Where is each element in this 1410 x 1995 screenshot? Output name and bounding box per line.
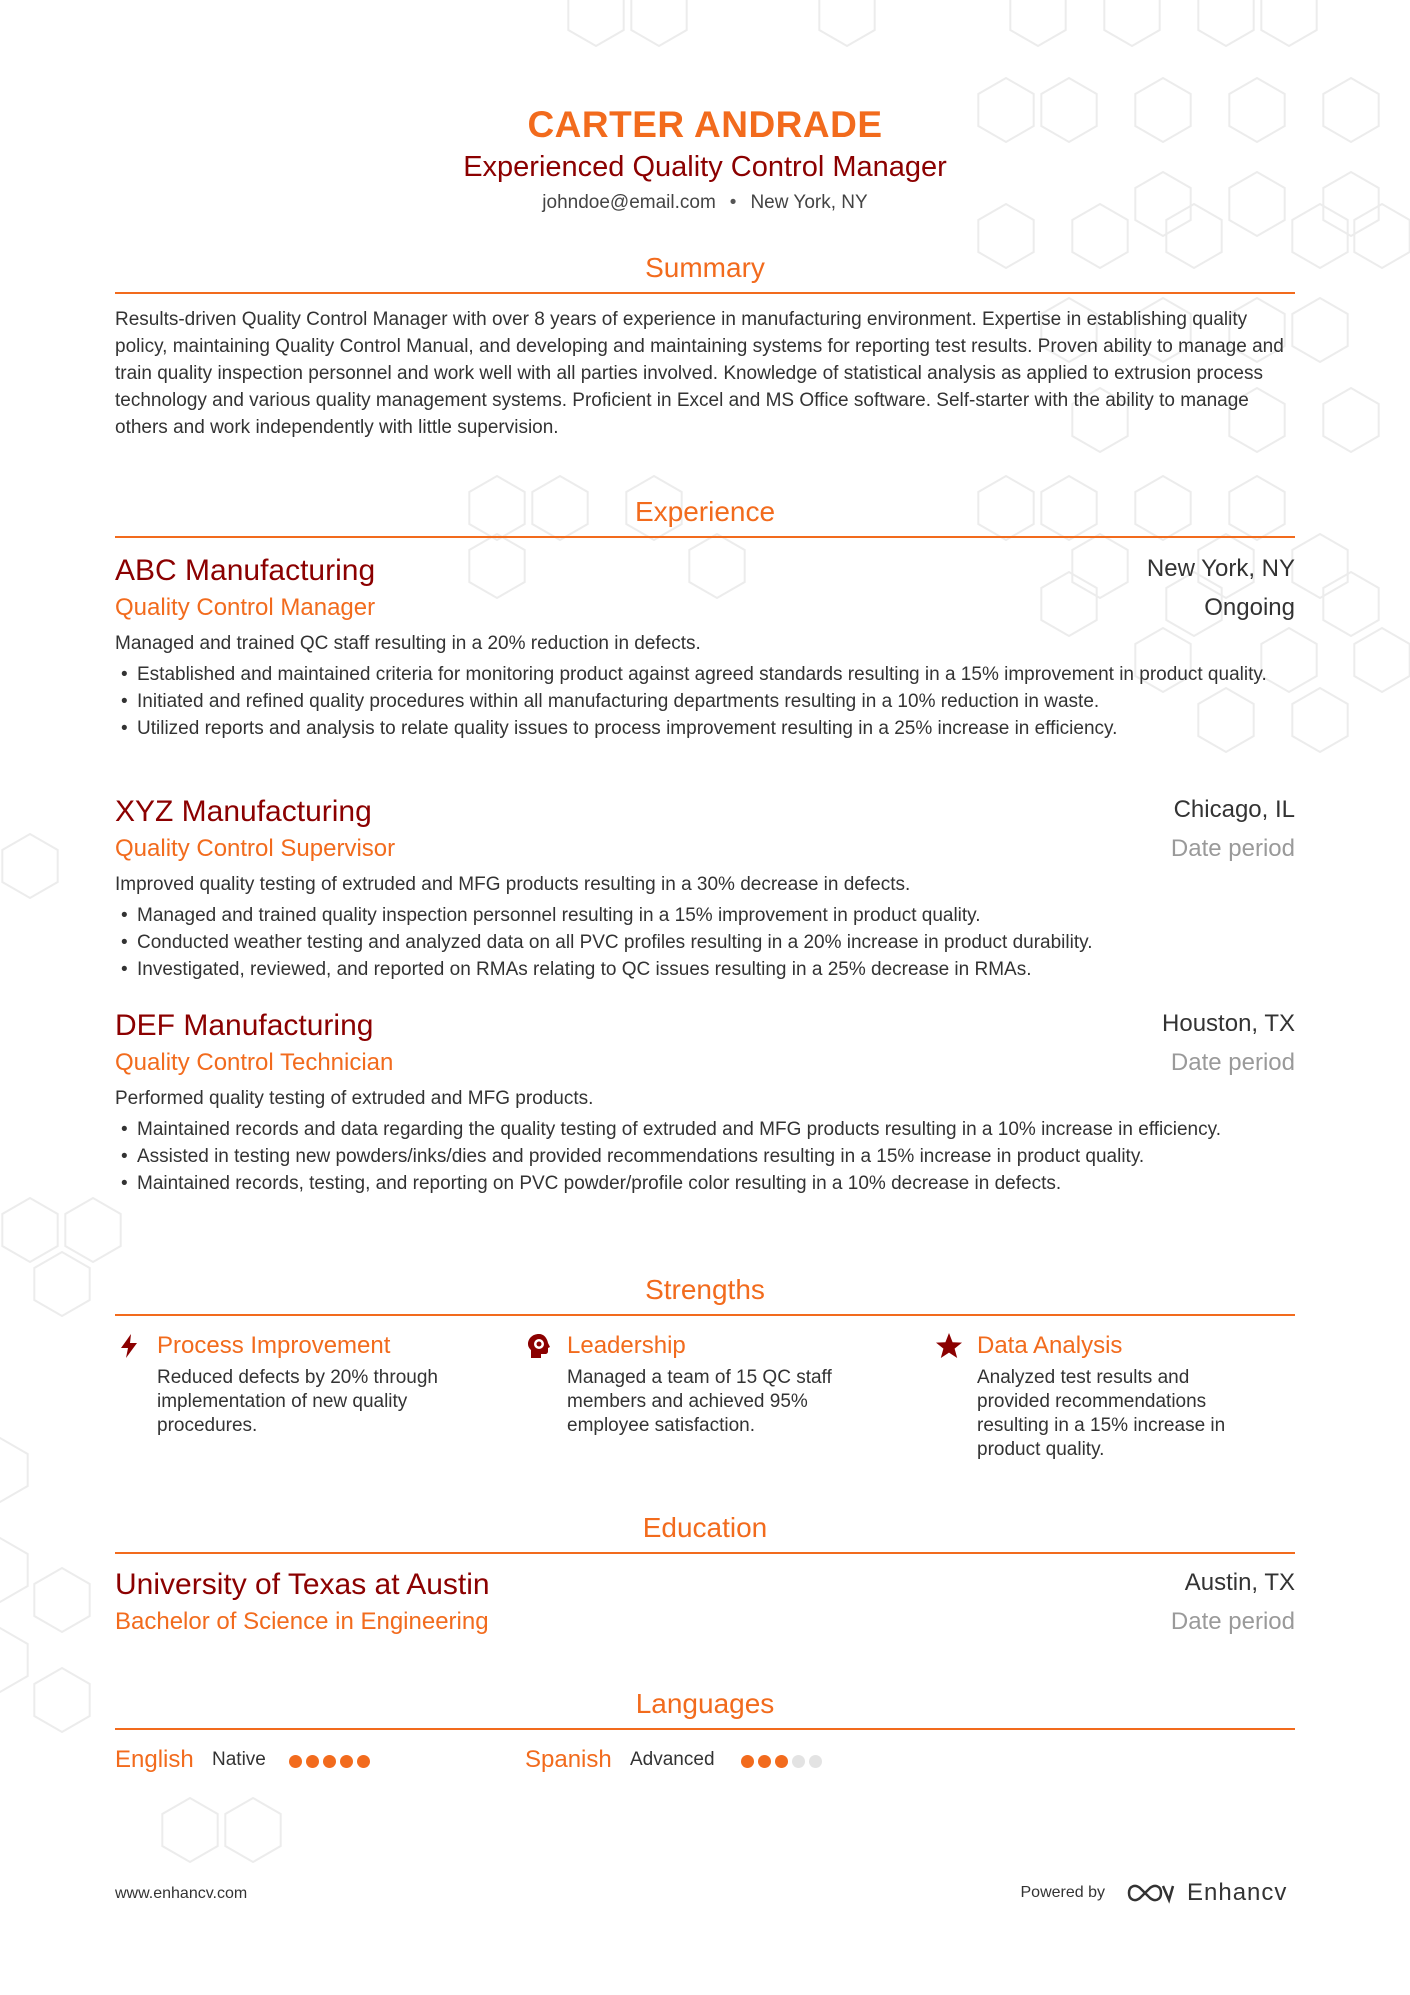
job-summary: Managed and trained QC staff resulting in a 20% reduction in defects. <box>115 633 701 654</box>
footer-branding <box>975 1878 1295 1908</box>
head-gear-icon <box>525 1332 553 1360</box>
separator-dot: • <box>729 192 737 213</box>
strength-title: Data Analysis <box>977 1332 1123 1359</box>
contact-line <box>115 191 1295 215</box>
lightning-bolt-icon <box>115 1332 143 1360</box>
enhancv-logo-icon <box>1125 1878 1175 1908</box>
candidate-title: Experienced Quality Control Manager <box>463 151 947 183</box>
strengths-grid <box>115 1330 1295 1480</box>
job-bullets <box>115 661 1295 742</box>
job-period: Date period <box>1170 1049 1295 1076</box>
job-bullet: • Assisted in testing new powders/inks/dies and provided recommendations resulting in a 15% increase in product quality. <box>115 1143 1295 1170</box>
strength-title: Process Improvement <box>157 1332 391 1359</box>
strength-desc: Analyzed test results and provided recommendations resulting in a 15% increase in product quality. <box>977 1367 1226 1460</box>
enhancv-brand-text: Enhancv <box>1187 1879 1288 1906</box>
job-bullet: • Utilized reports and analysis to relate quality issues to process improvement resulting in a 25% increase in efficiency. <box>115 715 1295 742</box>
summary-section <box>115 250 1295 441</box>
job-bullet: • Initiated and refined quality procedures within all manufacturing departments resulting in a 10% reduction in waste. <box>115 688 1295 715</box>
education-period: Date period <box>1170 1608 1295 1635</box>
strength-desc: Reduced defects by 20% through implementation of new quality procedures. <box>157 1367 438 1436</box>
summary-heading: Summary <box>645 252 765 283</box>
language-rating <box>289 1755 374 1769</box>
language-level: Advanced <box>630 1749 715 1770</box>
hexagon-shape <box>1292 298 1347 362</box>
education-section <box>115 1510 1295 1642</box>
hexagon-shape <box>65 1198 120 1262</box>
hexagon-shape <box>34 1568 89 1632</box>
summary-heading-bar <box>115 250 1295 294</box>
job-company: XYZ Manufacturing <box>115 795 372 828</box>
job-bullets <box>115 1116 1295 1197</box>
job-bullet: • Investigated, reviewed, and reported on RMAs relating to QC issues resulting in a 25% decrease in RMAs. <box>115 956 1295 983</box>
footer-website[interactable]: www.enhancv.com <box>115 1885 248 1902</box>
hexagon-shape <box>1323 388 1378 452</box>
rating-dot <box>357 1755 370 1768</box>
rating-dot <box>306 1755 319 1768</box>
education-school: University of Texas at Austin <box>115 1568 490 1601</box>
strengths-heading-bar <box>115 1272 1295 1316</box>
candidate-name: CARTER ANDRADE <box>527 104 883 145</box>
enhancv-logo[interactable] <box>1125 1878 1295 1908</box>
experience-section <box>115 494 1295 538</box>
star-icon <box>935 1332 963 1360</box>
job-summary: Improved quality testing of extruded and MFG products resulting in a 30% decrease in defects. <box>115 874 911 895</box>
hexagon-shape <box>0 1538 28 1602</box>
job-bullet: • Managed and trained quality inspection personnel resulting in a 15% improvement in product quality. <box>115 902 1295 929</box>
hexagon-shape <box>1323 78 1378 142</box>
language-name: Spanish <box>525 1746 612 1773</box>
hexagon-shape <box>2 1198 57 1262</box>
strength-title: Leadership <box>567 1332 686 1359</box>
education-heading-bar <box>115 1510 1295 1554</box>
job-company: ABC Manufacturing <box>115 554 376 587</box>
rating-dot <box>775 1755 788 1768</box>
languages-section <box>115 1686 1295 1784</box>
hexagon-shape <box>1323 572 1378 636</box>
resume-page <box>115 0 1295 1995</box>
job-location: Houston, TX <box>1162 1010 1295 1037</box>
hexagon-shape <box>2 834 57 898</box>
contact-email[interactable]: johndoe@email.com <box>542 192 716 213</box>
hexagon-shape <box>34 1252 89 1316</box>
rating-dot <box>323 1755 336 1768</box>
education-degree: Bachelor of Science in Engineering <box>115 1608 489 1635</box>
hexagon-shape <box>1292 534 1347 598</box>
hexagon-shape <box>0 1628 28 1692</box>
hexagon-shape <box>1354 204 1409 268</box>
education-location: Austin, TX <box>1184 1569 1295 1596</box>
education-entry <box>115 1566 1295 1642</box>
contact-location: New York, NY <box>750 192 868 213</box>
summary-text: Results-driven Quality Control Manager with over 8 years of experience in manufacturing environment. Expertise in establishing quality policy, maintaining Quality Control Manual, and developing and maintaining systems for reporting test results. Proven ability to manage and train quality inspection personnel and work well with all parties involved. Knowledge of statistical analysis as applied to extrusion process technology and various quality management systems. Proficient in Excel and MS Office software. Self-starter with the ability to manage others and work independently with little supervision. <box>115 309 1284 438</box>
job-bullet: • Maintained records and data regarding the quality testing of extruded and MFG products resulting in a 10% increase in efficiency. <box>115 1116 1295 1143</box>
experience-heading: Experience <box>634 496 776 527</box>
languages-list <box>115 1744 1295 1784</box>
job-period: Ongoing <box>1204 594 1295 621</box>
rating-dot <box>741 1755 754 1768</box>
hexagon-shape <box>1354 628 1409 692</box>
rating-dot <box>758 1755 771 1768</box>
hexagon-shape <box>34 1668 89 1732</box>
strengths-heading: Strengths <box>645 1274 765 1305</box>
languages-heading-bar <box>115 1686 1295 1730</box>
hexagon-shape <box>1292 204 1347 268</box>
job-bullet: • Maintained records, testing, and reporting on PVC powder/profile color resulting in a 10% decrease in defects. <box>115 1170 1295 1197</box>
job-bullet: • Conducted weather testing and analyzed data on all PVC profiles resulting in a 20% increase in product durability. <box>115 929 1295 956</box>
job-summary: Performed quality testing of extruded and MFG products. <box>115 1088 594 1109</box>
experience-heading-bar <box>115 494 1295 538</box>
hexagon-shape <box>1292 688 1347 752</box>
job-role: Quality Control Supervisor <box>115 835 396 862</box>
hexagon-shape <box>0 1438 28 1502</box>
rating-dot <box>340 1755 353 1768</box>
strengths-section <box>115 1272 1295 1480</box>
rating-dot <box>792 1755 805 1768</box>
strength-desc: Managed a team of 15 QC staff members and achieved 95% employee satisfaction. <box>567 1367 832 1436</box>
hexagon-shape <box>1323 172 1378 236</box>
rating-dot <box>809 1755 822 1768</box>
job-location: Chicago, IL <box>1173 796 1295 823</box>
language-level: Native <box>212 1749 266 1770</box>
powered-by-label: Powered by <box>1020 1884 1105 1901</box>
resume-header <box>115 103 1295 215</box>
job-period: Date period <box>1170 835 1295 862</box>
job-company: DEF Manufacturing <box>115 1009 374 1042</box>
language-name: English <box>115 1746 194 1773</box>
job-bullet: • Established and maintained criteria for monitoring product against agreed standards resulting in a 15% improvement in product quality. <box>115 661 1295 688</box>
education-heading: Education <box>642 1512 768 1543</box>
rating-dot <box>289 1755 302 1768</box>
job-location: New York, NY <box>1146 555 1295 582</box>
job-entry <box>115 1007 1295 1197</box>
language-rating <box>741 1755 826 1769</box>
job-bullets <box>115 902 1295 983</box>
job-role: Quality Control Manager <box>115 594 376 621</box>
job-role: Quality Control Technician <box>115 1049 394 1076</box>
job-entry <box>115 793 1295 983</box>
languages-heading: Languages <box>635 1688 775 1719</box>
job-entry <box>115 552 1295 742</box>
